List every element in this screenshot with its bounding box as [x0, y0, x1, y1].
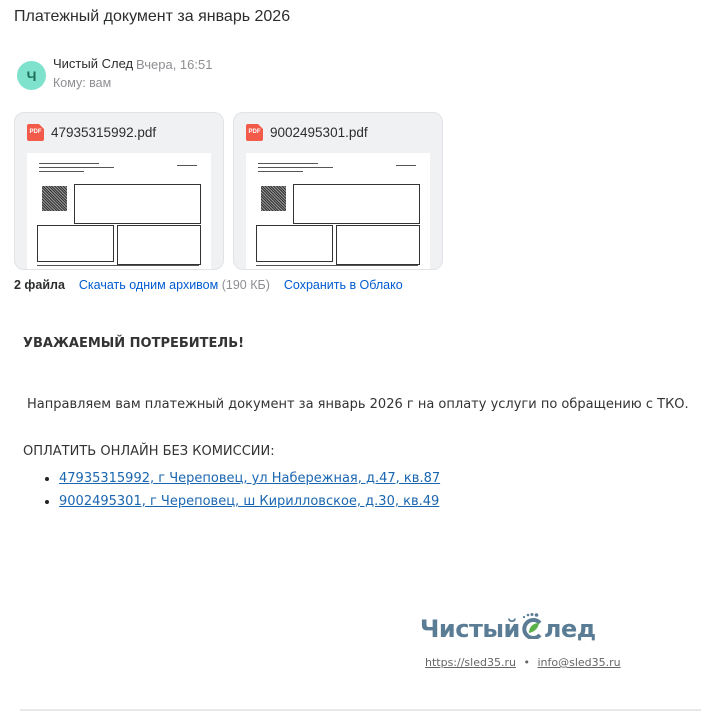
- payment-link[interactable]: 9002495301, г Череповец, ш Кирилловское, д.30, кв.49: [59, 494, 440, 509]
- attachment-filename: 9002495301.pdf: [270, 124, 368, 140]
- leaf-icon: [520, 613, 544, 645]
- email-subject: Платежный документ за январь 2026: [14, 8, 291, 25]
- attachment-filename: 47935315992.pdf: [51, 124, 157, 140]
- payment-link[interactable]: 47935315992, г Череповец, ул Набережная, д.47, кв.87: [59, 471, 441, 486]
- greeting: УВАЖАЕМЫЙ ПОТРЕБИТЕЛЬ!: [23, 336, 245, 351]
- pay-online-label: ОПЛАТИТЬ ОНЛАЙН БЕЗ КОМИССИИ:: [23, 444, 275, 459]
- pdf-icon: PDF: [27, 124, 44, 141]
- attachment-preview[interactable]: [246, 153, 430, 270]
- sender-avatar[interactable]: Ч: [17, 61, 46, 90]
- logo-text-left: Чистый: [420, 615, 520, 643]
- attachments-bar: [14, 278, 403, 292]
- save-to-cloud-link[interactable]: Сохранить в Облако: [283, 278, 403, 292]
- pdf-icon: PDF: [246, 124, 263, 141]
- list-item: [59, 493, 440, 510]
- separator: •: [523, 656, 530, 669]
- email-date: Вчера, 16:51: [136, 57, 213, 72]
- attachment-card[interactable]: [233, 112, 443, 270]
- company-logo: [420, 613, 596, 645]
- intro-text: Направляем вам платежный документ за январь 2026 г на оплату услуги по обращению с ТКО.: [27, 397, 689, 412]
- payment-links-list: [23, 470, 440, 516]
- attachment-card[interactable]: [14, 112, 224, 270]
- files-count: 2 файла: [14, 278, 65, 292]
- footer-links: [425, 656, 621, 669]
- archive-size: (190 КБ): [221, 278, 270, 292]
- website-link[interactable]: https://sled35.ru: [425, 656, 516, 669]
- email-link[interactable]: info@sled35.ru: [537, 656, 621, 669]
- logo-text-right: лед: [543, 615, 596, 643]
- attachment-preview[interactable]: [27, 153, 211, 270]
- download-archive-link[interactable]: Скачать одним архивом: [78, 278, 219, 292]
- recipient-line[interactable]: Кому: вам: [53, 76, 112, 90]
- sender-name[interactable]: Чистый След: [53, 56, 134, 71]
- list-item: [59, 470, 440, 487]
